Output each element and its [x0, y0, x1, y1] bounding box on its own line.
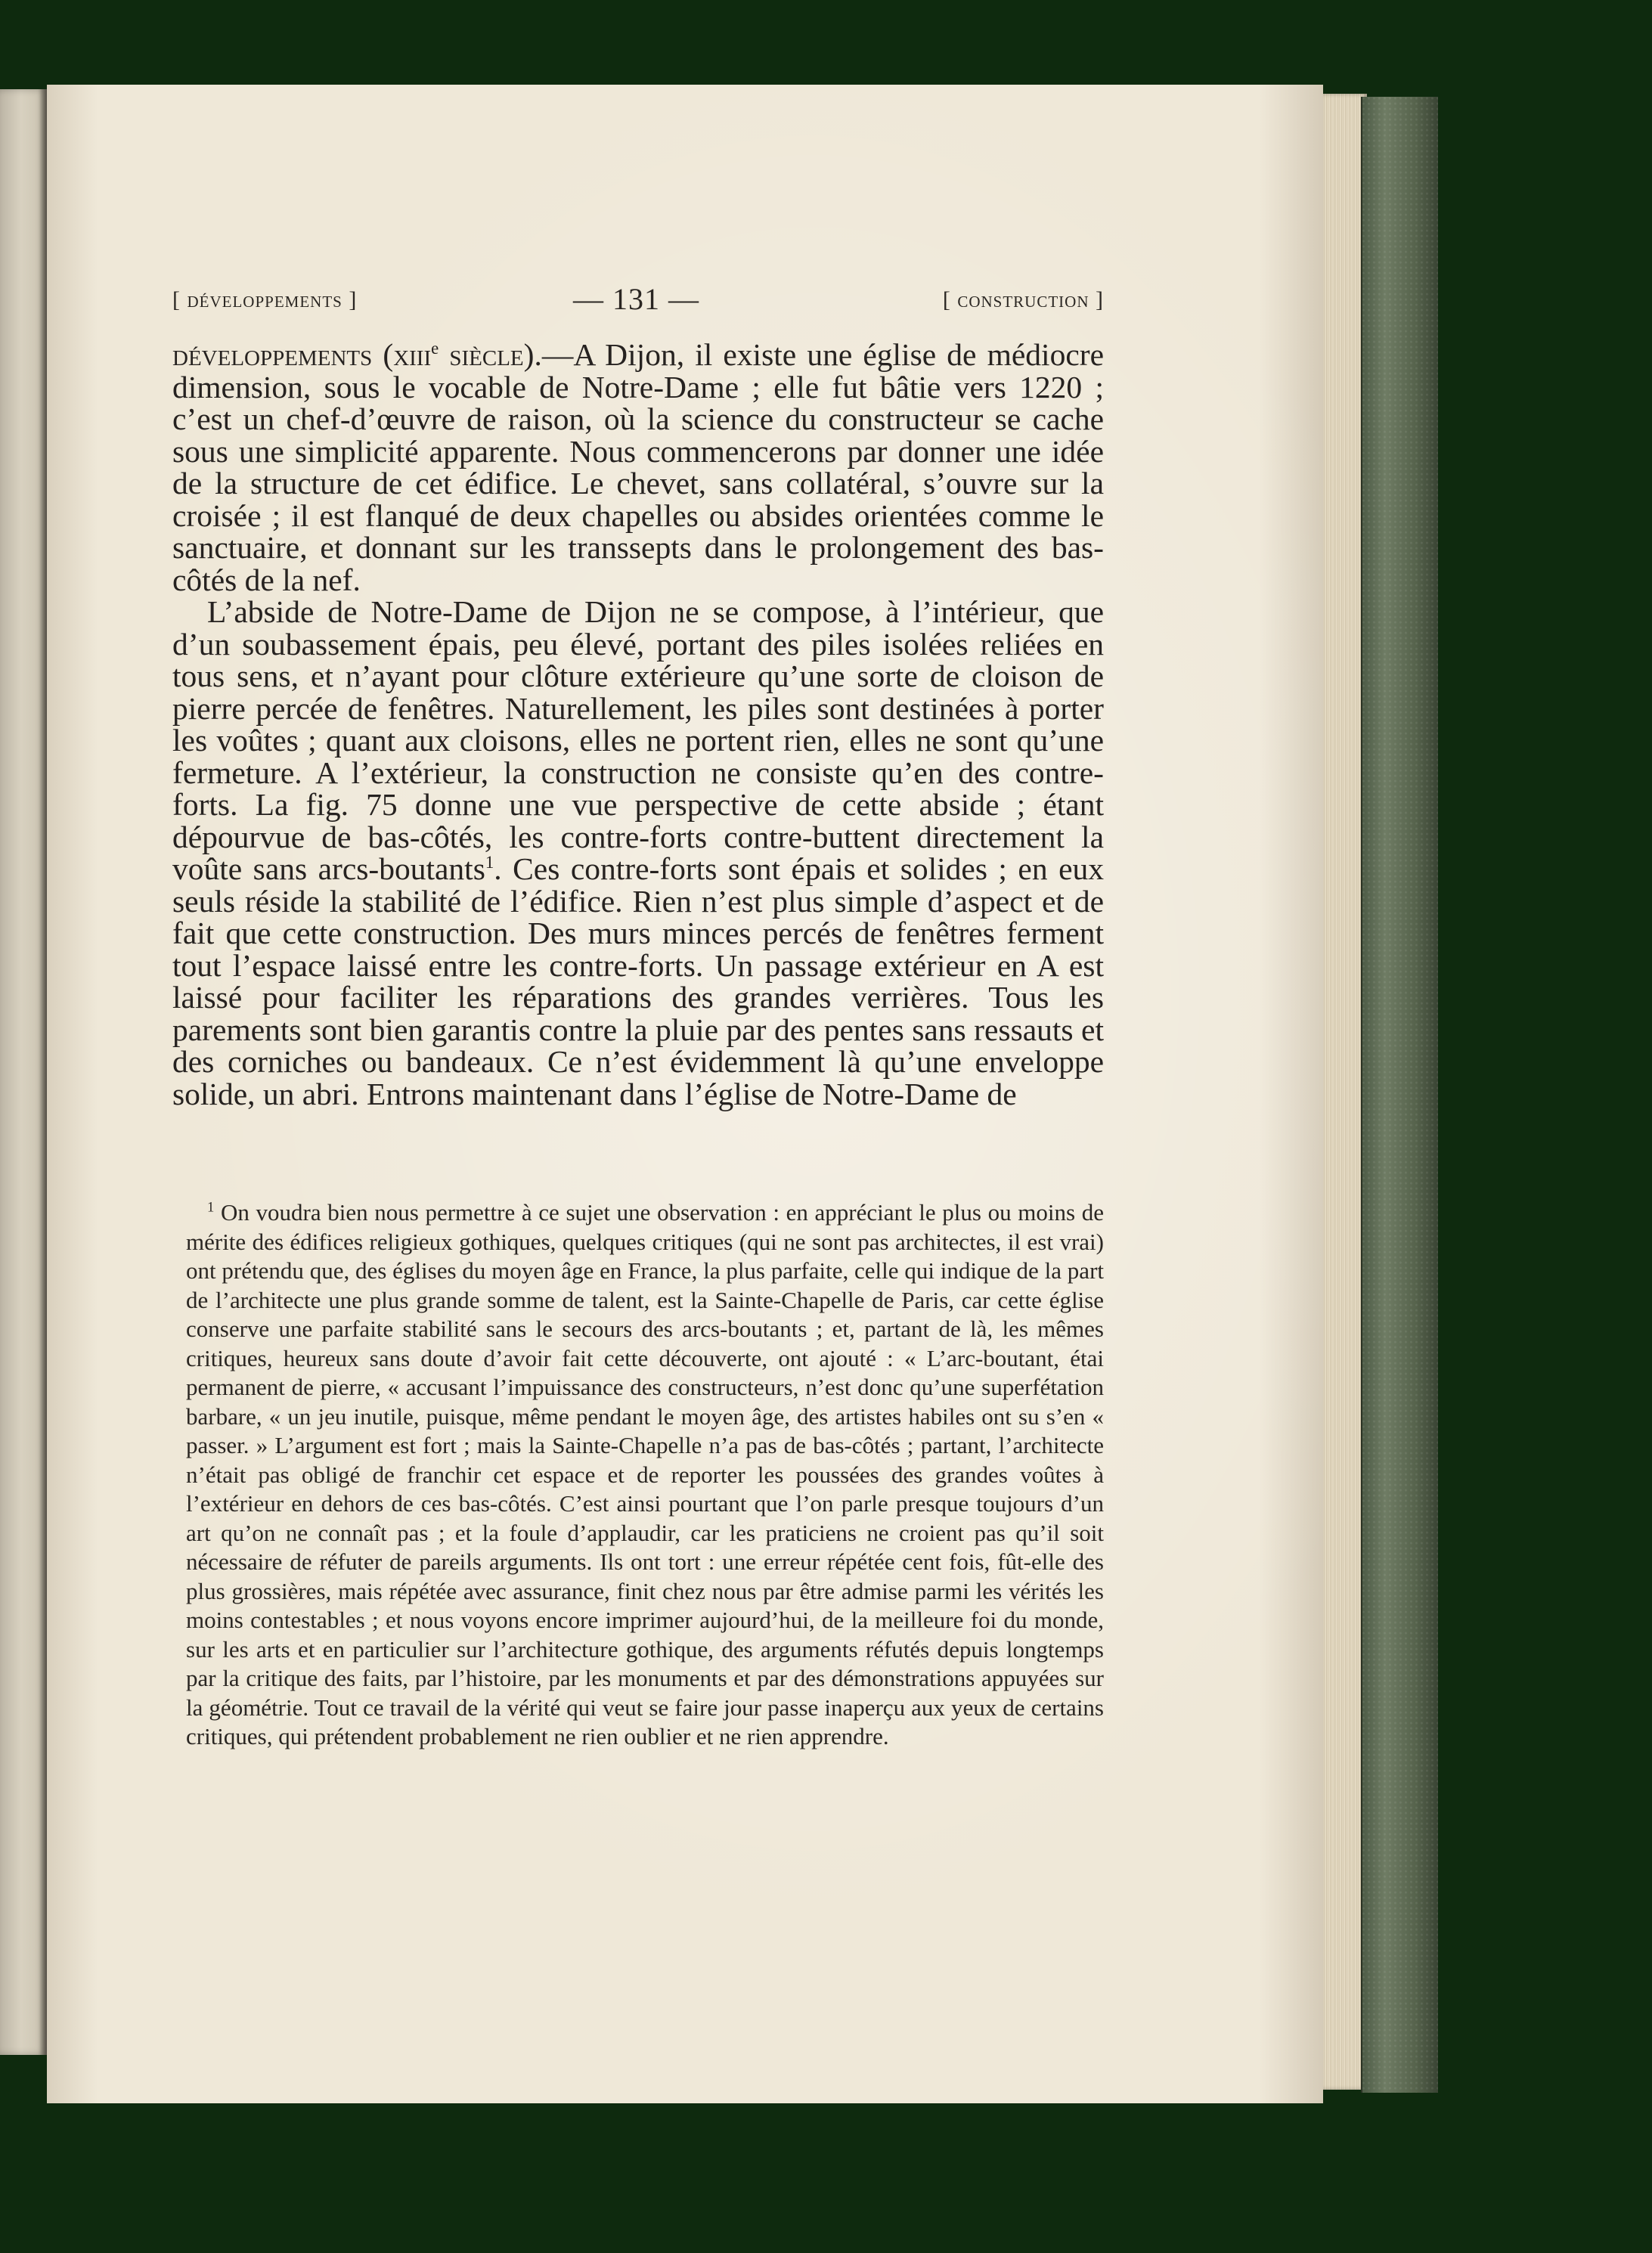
facing-page-edge [0, 89, 47, 2055]
siecle-word: siècle [439, 337, 524, 372]
page-fold-shadow [39, 89, 47, 2055]
century-numeral: xiii [393, 337, 432, 372]
paragraph-2 [172, 596, 1104, 1110]
book-binding [1361, 97, 1438, 2093]
header-left: [ développements ] [172, 287, 358, 312]
paragraph-2-text-a: L’abside de Notre-Dame de Dijon ne se compose, à l’intérieur, que d’un soubassement épais, peu élevé, portant des piles isolées reliées en tous sens, et n’ayant pour clôture extérieure qu’une sorte de cloison de pierre percée de fenêtres. Naturellement, les piles sont destinées à porter les voûtes ; quant aux cloisons, elles ne portent rien, elles ne sont qu’une fermeture. A l’extérieur, la construction ne consiste qu’en des contre-forts. La fig. 75 donne une vue perspective de cette abside ; étant dépourvue de bas-côtés, les contre-forts contre-buttent directement la voûte sans arcs-boutants [172, 594, 1104, 886]
footnote-text: On voudra bien nous permettre à ce sujet une observation : en appréciant le plus ou moins de mérite des édifices religieux gothiques, quelques critiques (qui ne sont pas architectes, il est vrai) ont prétendu que, des églises du moyen âge en France, la plus parfaite, celle qui indique de la part de l’architecte une plus grande somme de talent, est la Sainte-Chapelle de Paris, car cette église conserve une parfaite stabilité sans le secours des arcs-boutants ; et, partant de là, les mêmes critiques, heureux sans doute d’avoir fait cette découverte, ont ajouté : « L’arc-boutant, étai permanent de pierre, « accusant l’impuissance des constructeurs, n’est donc qu’une superfétation barbare, « un jeu inutile, puisque, même pendant le moyen âge, des artistes habiles ont su s’en « passer. » L’argument est fort ; mais la Sainte-Chapelle n’a pas de bas-côtés ; partant, l’architecte n’était pas obligé de franchir cet espace et de reporter les poussées des grandes voûtes à l’extérieur en dehors de ces bas-côtés. C’est ainsi pourtant que l’on parle presque toujours d’un art qu’on ne connaît pas ; et la foule d’applaudir, car les praticiens ne croient pas qu’il soit nécessaire de réfuter de pareils arguments. Ils ont tort : une erreur répétée cent fois, fût-elle des plus grossières, mais répétée avec assurance, finit chez nous par être admise parmi les vérités les moins contestables ; et nous voyons encore imprimer aujourd’hui, de la meilleure foi du monde, sur les arts et en particulier sur l’architecture gothique, des arguments réfutés depuis longtemps par la critique des faits, par l’histoire, par les monuments et par des démonstrations appuyées sur la géométrie. Tout ce travail de la vérité qui veut se faire jour passe inaperçu aux yeux de certains critiques, qui prétendent probablement ne rien oublier et ne rien apprendre. [186, 1199, 1104, 1749]
footnote-ref: 1 [485, 853, 494, 872]
header-right: [ construction ] [942, 287, 1104, 312]
page-number: — 131 — [573, 282, 699, 316]
paragraph-1 [172, 339, 1104, 596]
footnote-paragraph [186, 1198, 1104, 1752]
century-sup: e [431, 339, 439, 358]
running-header [172, 282, 1104, 325]
paragraph-1-text: ).—A Dijon, il existe une église de médiocre dimension, sous le vocable de Notre-Dame ; elle fut bâtie vers 1220 ; c’est un chef-d’œuvre de raison, où la science du constructeur se cache sous une simplicité apparente. Nous commencerons par donner une idée de la structure de cet édifice. Le chevet, sans collatéral, s’ouvre sur la croisée ; il est flanqué de deux chapelles ou absides orientées comme le sanctuaire, et donnant sur les transsepts dans le prolongement des bas-côtés de la nef. [172, 337, 1104, 597]
footnote-mark: 1 [207, 1199, 215, 1216]
paren-open: ( [372, 337, 394, 372]
paragraph-2-text-b: . Ces contre-forts sont épais et solides ; en eux seuls réside la stabilité de l’édifice. Rien n’est plus simple d’aspect et de fait que cette construction. Des murs minces percés de fenêtres ferment tout l’espace laissé entre les contre-forts. Un passage extérieur en A est laissé pour faciliter les réparations des grandes verrières. Tous les parements sont bien garantis contre la pluie par des pentes sans ressauts et des corniches ou bandeaux. Ce n’est évidemment là qu’une enveloppe solide, un abri. Entrons maintenant dans l’église de Notre-Dame de [172, 851, 1104, 1111]
section-lead: développements [172, 337, 373, 372]
footnote [186, 1198, 1104, 1752]
main-text [172, 339, 1104, 1110]
